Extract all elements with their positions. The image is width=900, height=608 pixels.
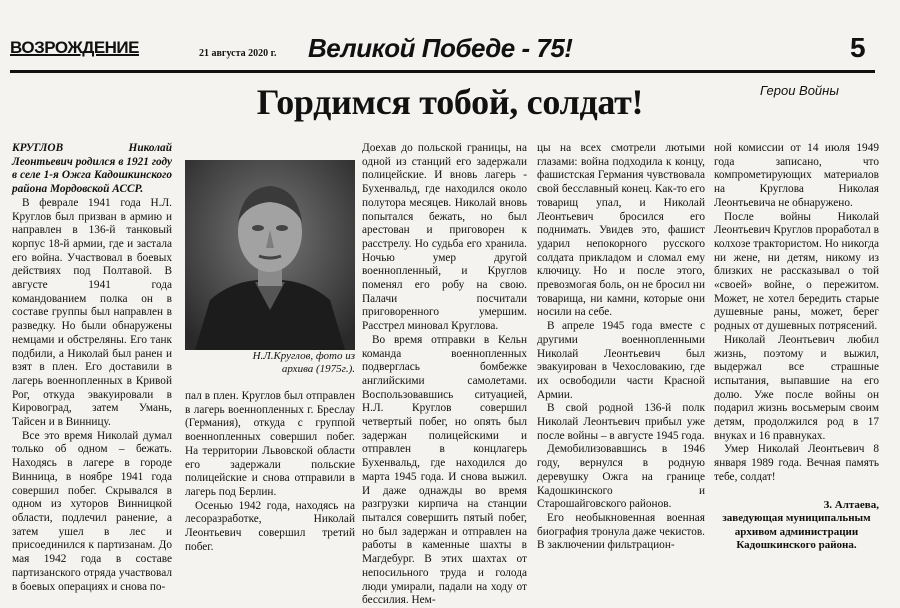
newspaper-name: ВОЗРОЖДЕНИЕ [10,38,139,57]
page-number: 5 [850,32,866,63]
column-3 [362,142,527,607]
paragraph: Доехав до польской границы, на одной из станций его задержали полицейские. И вновь лагерь - Бухенвальд, где находился около полутора месяцев. Николай вновь попытался бежать, но был арестован и приговорен к расстрелу. Но судьба его хранила. Ночью умер другой военнопленный, и Круглов поменял его робу на свою. Палачи посчитали приговоренного умершим. Расстрел миновал Круглова. [362,142,527,333]
paragraph: Николай Леонтьевич любил жизнь, поэтому и выжил, выдержал все страшные испытания, выпавшие на его долю. Уже после войны он подарил жизнь восьмерым своим детям, продолжился род в 17 внуках и 16 правнуках. [714,333,879,442]
paragraph: ной комиссии от 14 июля 1949 года записано, что компрометирующих материалов на Круглова Николая Леонтьевича не обнаружено. [714,142,879,209]
paragraph: В феврале 1941 года Н.Л. Круглов был призван в армию и направлен в 136-й танковый корпус 18-й армии, где и застала его война. Участвовал в боевых действиях под Полтавой. В августе 1941 года командованием полка он в составе группы был направлен в разведку. Но были обнаружены немцами и обстреляны. Его танк подбили, а Николай был ранен и взят в плен. Его доставили в лагерь военнопленных в Кривой Рог, откуда эвакуировали в Кировоград, затем Умань, Тайсен и в Винницу. [12,196,172,429]
paragraph: пал в плен. Круглов был отправлен в лагерь военнопленных г. Бреслау (Германия), откуда с группой военнопленных совершил побег. На территории Львовской области его задержали польские полицейские и снова отправили в лагерь под Берлин. [185,390,355,498]
signature-position: заведующая муниципальным архивом администрации Кадошкинского района. [722,512,871,552]
section-title: Великой Победе - 75! [308,33,573,63]
paragraph: В апреле 1945 года вместе с другими военнопленными Николай Леонтьевич был эвакуирован в Чехословакию, где их освободили части Красной Армии. [537,320,705,401]
issue-date: 21 августа 2020 г. [199,48,277,59]
column-4 [537,142,705,552]
paragraph: Умер Николай Леонтьевич 8 января 1989 года. Вечная память тебе, солдат! [714,443,879,483]
article-lead: КРУГЛОВ Николай Леонтьевич родился в 1921 году в селе 1-я Ожга Кадошкинского района Мордовской АССР. [12,142,172,196]
paragraph: В свой родной 136-й полк Николай Леонтьевич прибыл уже после войны – в августе 1945 года. [537,402,705,442]
column-1 [12,142,172,593]
paragraph: Его необыкновенная военная биография тронула даже чекистов. В заключении фильтрацион- [537,511,705,552]
article-headline: Гордимся тобой, солдат! [256,82,644,122]
paragraph: цы на всех смотрели лютыми глазами: война подходила к концу, фашистская Германия чувствовала свой бесславный конец. Как-то его товарищ упал, и Николай Леонтьевич бросился его поднимать. Увидев это, фашист ударил непокорного русского солдата прикладом и сломал ему ключицу. Но и после этого, превозмогая боль, он не бросил ни товарища, ни камни, которые они носили на себе. [537,142,705,319]
paragraph: Демобилизовавшись в 1946 году, вернулся в родную деревушку Ожга на границе Кадошкинского и Старошайговского районов. [537,443,705,511]
signature [714,499,879,553]
signature-author: З. Алтаева, [823,498,879,511]
paragraph: После войны Николай Леонтьевич Круглов проработал в колхозе трактористом. Но никогда ни жене, ни детям, никому из близких не рассказывал о той «своей» войне, о пережитом. Может, не хотел бередить старые душевные раны, может, берег родных от душевных потрясений. [714,210,879,333]
portrait-photo [185,160,355,350]
column-5 [714,142,879,552]
rubric-label: Герои Войны [760,83,839,98]
masthead-rule [10,70,875,73]
paragraph: Все это время Николай думал только об одном – бежать. Находясь в лагере в городе Винница, в ноябре 1941 года совершил побег. Скрывался в одном из хуторов Винницкой области, подлечил ранение, а затем ушел в лес и присоединился к партизанам. До мая 1942 года в составе партизанского отряда участвовал в боевых операциях и снова по- [12,429,172,593]
paragraph: Во время отправки в Кельн команда военнопленных подверглась бомбежке английскими самолетами. Воспользовавшись ситуацией, Н.Л. Круглов совершил четвертый побег, но опять был задержан полицейскими и отправлен в концлагерь Бухенвальд, где находился до марта 1945 года. И снова выжил. И даже однажды во время разгрузки кирпича на станции пытался совершить пятый побег, но был задержан и отправлен на работы в каменные шахты в Магдебург. В этих шахтах от непосильного труда и голода люди умирали, падали на ходу от бессилия. Нем- [362,333,527,607]
column-2 [185,390,355,553]
photo-caption: Н.Л.Круглов, фото из архива (1975г.). [252,350,355,375]
paragraph: Осенью 1942 года, находясь на лесоразработке, Николай Леонтьевич совершил третий побег. [185,499,355,553]
